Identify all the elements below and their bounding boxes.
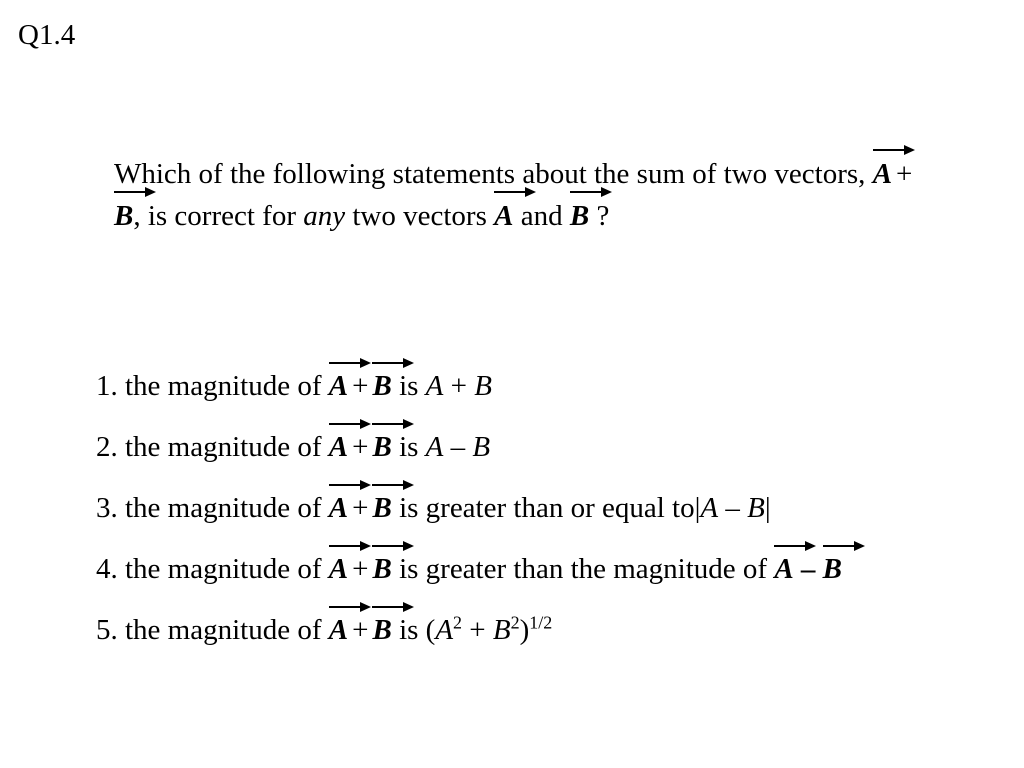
vector-a: A bbox=[329, 549, 348, 589]
vector-arrow-icon bbox=[873, 144, 915, 156]
scalar-b: B bbox=[474, 370, 492, 402]
option-prefix: the magnitude of bbox=[125, 614, 322, 646]
option-prefix: the magnitude of bbox=[125, 492, 322, 524]
option-prefix: the magnitude of bbox=[125, 553, 322, 585]
scalar-b: B bbox=[747, 492, 765, 524]
vector-arrow-icon bbox=[494, 186, 536, 198]
scalar-b: B bbox=[492, 614, 511, 646]
option-number: 3. bbox=[96, 492, 118, 524]
vector-arrow-icon bbox=[329, 418, 371, 430]
slide-label: Q1.4 bbox=[18, 19, 76, 51]
vector-arrow-icon bbox=[372, 540, 414, 552]
question-part1: Which of the following statements about the sum of two vectors, bbox=[114, 158, 866, 190]
option-number: 4. bbox=[96, 553, 118, 585]
vector-a: A bbox=[494, 195, 513, 237]
option-mid: is bbox=[399, 614, 419, 646]
vector-a: A bbox=[873, 153, 892, 195]
vector-a: A bbox=[329, 427, 348, 467]
plus-sign: + bbox=[352, 431, 369, 463]
option-number: 2. bbox=[96, 431, 118, 463]
question-part3: two vectors bbox=[352, 200, 487, 232]
vector-arrow-icon bbox=[570, 186, 612, 198]
vector-b: B bbox=[372, 549, 391, 589]
paren-open: ( bbox=[425, 614, 436, 646]
operator: – bbox=[450, 431, 466, 463]
option-3[interactable] bbox=[96, 488, 1016, 549]
exponent-outer: 1/2 bbox=[529, 612, 553, 633]
plus-sign: + bbox=[352, 492, 369, 524]
vector-arrow-icon bbox=[329, 357, 371, 369]
question-mark: ? bbox=[596, 200, 610, 232]
operator: – bbox=[725, 492, 740, 524]
option-number: 1. bbox=[96, 370, 118, 402]
scalar-a: A bbox=[425, 370, 444, 402]
vector-arrow-icon bbox=[372, 601, 414, 613]
option-5[interactable] bbox=[96, 610, 1016, 671]
vector-a: A bbox=[329, 610, 348, 650]
vector-arrow-icon bbox=[114, 186, 156, 198]
option-mid: is greater than the magnitude of bbox=[399, 553, 768, 585]
option-prefix: the magnitude of bbox=[125, 370, 322, 402]
option-1[interactable] bbox=[96, 366, 1016, 427]
operator: + bbox=[450, 370, 467, 402]
vector-a: A bbox=[329, 366, 348, 406]
abs-close: | bbox=[764, 492, 771, 524]
vector-b: B bbox=[372, 488, 391, 528]
paren-close: ) bbox=[519, 614, 530, 646]
vector-b: B bbox=[372, 366, 391, 406]
vector-arrow-icon bbox=[329, 540, 371, 552]
minus-sign: – bbox=[800, 553, 816, 585]
vector-b: B bbox=[372, 610, 391, 650]
vector-b: B bbox=[823, 549, 842, 589]
vector-arrow-icon bbox=[372, 357, 414, 369]
vector-arrow-icon bbox=[372, 418, 414, 430]
question-part2: , is correct for bbox=[133, 200, 296, 232]
option-prefix: the magnitude of bbox=[125, 431, 322, 463]
question-and: and bbox=[520, 200, 563, 232]
vector-a: A bbox=[774, 549, 793, 589]
scalar-a: A bbox=[425, 431, 444, 463]
option-number: 5. bbox=[96, 614, 118, 646]
option-mid: is greater than or equal to bbox=[399, 492, 695, 524]
question-emphasis: any bbox=[303, 200, 346, 232]
vector-b: B bbox=[114, 195, 133, 237]
vector-a: A bbox=[329, 488, 348, 528]
vector-arrow-icon bbox=[329, 479, 371, 491]
plus-sign: + bbox=[896, 158, 913, 190]
scalar-a: A bbox=[700, 492, 719, 524]
exponent-a: 2 bbox=[453, 612, 463, 633]
option-mid: is bbox=[399, 370, 419, 402]
option-mid: is bbox=[399, 431, 419, 463]
scalar-a: A bbox=[435, 614, 454, 646]
option-2[interactable] bbox=[96, 427, 1016, 488]
scalar-b: B bbox=[472, 431, 491, 463]
plus-sign: + bbox=[352, 370, 369, 402]
vector-arrow-icon bbox=[372, 479, 414, 491]
operator: + bbox=[469, 614, 486, 646]
vector-arrow-icon bbox=[329, 601, 371, 613]
option-4[interactable] bbox=[96, 549, 1016, 610]
vector-b: B bbox=[570, 195, 589, 237]
abs-open: | bbox=[694, 492, 701, 524]
question-text bbox=[114, 153, 934, 237]
vector-b: B bbox=[372, 427, 391, 467]
plus-sign: + bbox=[352, 614, 369, 646]
exponent-b: 2 bbox=[510, 612, 520, 633]
plus-sign: + bbox=[352, 553, 369, 585]
vector-arrow-icon bbox=[823, 540, 865, 552]
answer-options bbox=[96, 366, 1016, 671]
